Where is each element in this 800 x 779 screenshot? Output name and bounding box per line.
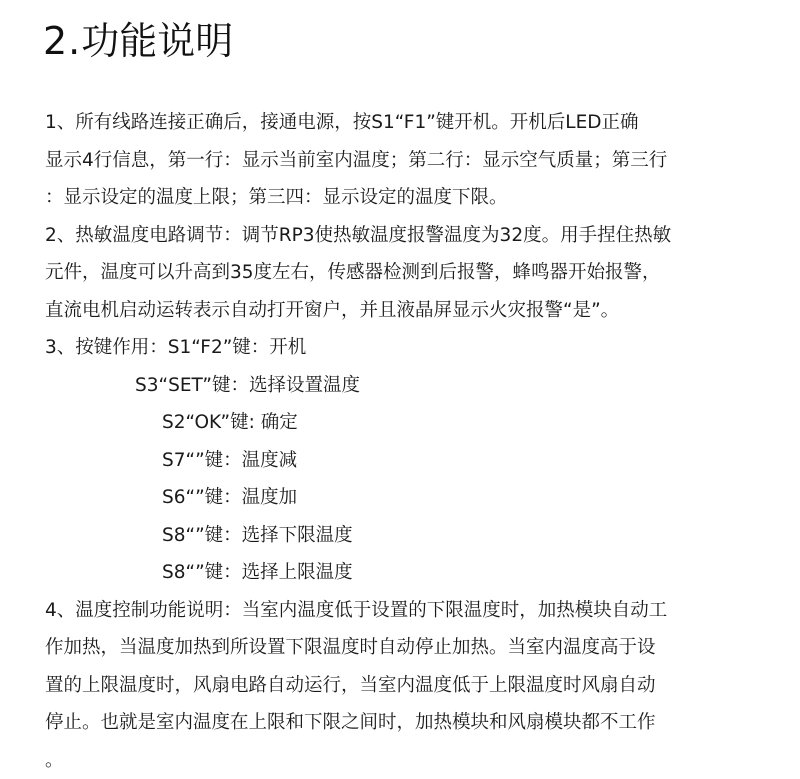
paragraph-power-on xyxy=(45,104,763,217)
key-functions-heading: 3、按键作用：S1“F2”键：开机 xyxy=(45,337,307,358)
paragraph-line: 停止。也就是室内温度在上限和下限之间时，加热模块和风扇模块都不工作 xyxy=(45,712,656,733)
paragraph-temperature-control xyxy=(45,592,763,779)
paragraph-line: 4、温度控制功能说明：当室内温度低于设置的下限温度时，加热模块自动工 xyxy=(45,599,668,621)
paragraph-line: 2、热敏温度电路调节：调节RP3使热敏温度报警温度为32度。用手捏住热敏 xyxy=(45,224,672,246)
key-item-s3-set: S3“SET”键：选择设置温度 xyxy=(135,374,361,396)
paragraph-line: 。 xyxy=(45,749,64,771)
key-item-s8-upper: S8“”键：选择上限温度 xyxy=(162,562,353,583)
paragraph-line: ：显示设定的温度上限；第三四：显示设定的温度下限。 xyxy=(45,187,508,208)
paragraph-key-functions xyxy=(45,329,763,592)
paragraph-line: 显示4行信息，第一行：显示当前室内温度；第二行：显示空气质量；第三行 xyxy=(45,149,668,171)
document-body xyxy=(45,104,763,779)
section-number: 2. xyxy=(43,19,82,63)
paragraph-line: 1、所有线路连接正确后，接通电源，按S1“F1”键开机。开机后LED正确 xyxy=(45,112,639,133)
paragraph-line: 直流电机启动运转表示自动打开窗户，并且液晶屏显示火灾报警“是”。 xyxy=(45,299,620,321)
section-title-text: 功能说明 xyxy=(81,19,234,63)
key-item-s6: S6“”键：温度加 xyxy=(162,487,298,508)
paragraph-line: 作加热，当温度加热到所设置下限温度时自动停止加热。当室内温度高于设 xyxy=(45,637,656,658)
paragraph-line: 置的上限温度时，风扇电路自动运行，当室内温度低于上限温度时风扇自动 xyxy=(45,674,656,696)
key-item-s8-lower: S8“”键：选择下限温度 xyxy=(162,524,353,546)
key-item-s2-ok: S2“OK”键: 确定 xyxy=(162,412,298,433)
paragraph-thermal-sensor xyxy=(45,217,763,330)
page-title xyxy=(43,14,233,68)
paragraph-line: 元件，温度可以升高到35度左右，传感器检测到后报警，蜂鸣器开始报警， xyxy=(45,262,661,283)
key-item-s7: S7“”键：温度减 xyxy=(162,449,298,471)
